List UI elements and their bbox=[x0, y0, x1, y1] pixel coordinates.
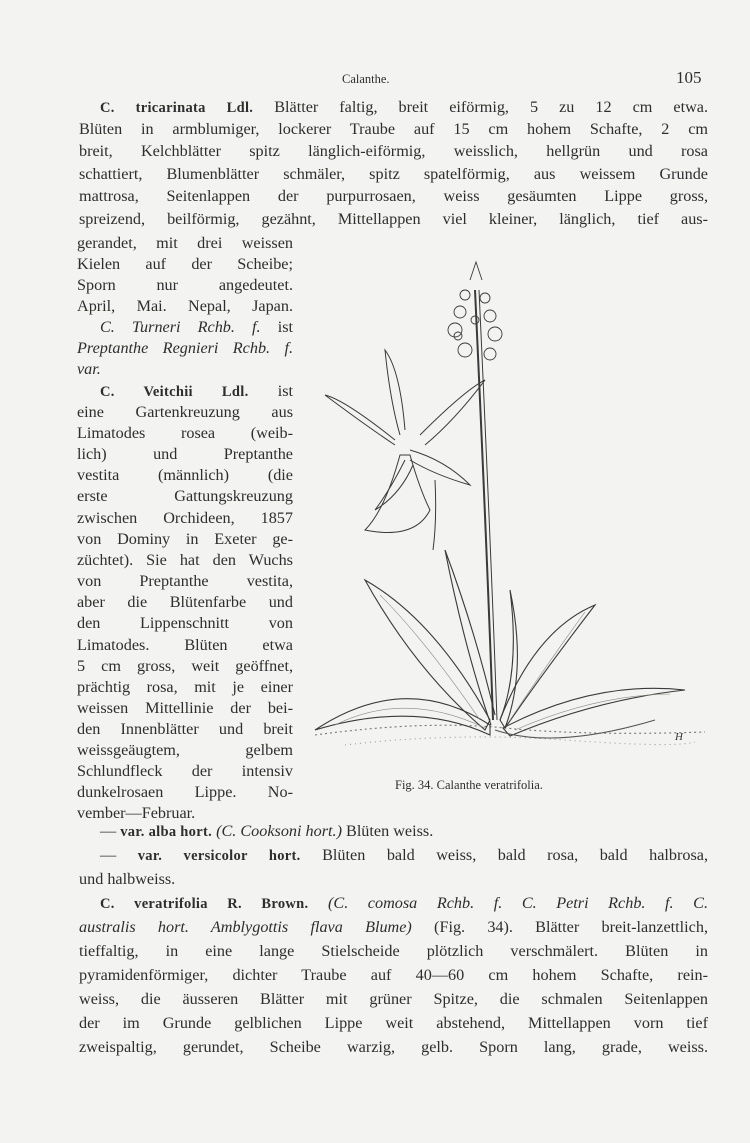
text-line: April, Mai. Nepal, Japan. bbox=[77, 297, 293, 315]
text-line: spreizend, beilförmig, gezähnt, Mittellappen viel kleiner, länglich, tief aus- bbox=[79, 210, 708, 228]
text-line: zwischen Orchideen, 1857 bbox=[77, 509, 293, 527]
text-line: vember—Februar. bbox=[77, 804, 196, 822]
artist-signature: H bbox=[675, 731, 683, 743]
text-line: der im Grunde gelblichen Lippe weit abstehend, Mittellappen vorn tief bbox=[79, 1014, 708, 1032]
text-line: pyramidenförmiger, dichter Traube auf 40—60 cm hohem Schafte, rein- bbox=[79, 966, 708, 984]
text: — bbox=[100, 846, 138, 864]
text-line: Limatodes rosea (weib- bbox=[77, 424, 293, 442]
text-line: Preptanthe Regnieri Rchb. f. bbox=[77, 339, 293, 357]
text-line: erste Gattungskreuzung bbox=[77, 487, 293, 505]
figure-caption: Fig. 34. Calanthe veratrifolia. bbox=[395, 778, 543, 792]
text: Blüten weiss. bbox=[341, 822, 434, 840]
text-line: dunkelrosaen Lippe. No- bbox=[77, 783, 293, 801]
text: (Fig. 34). Blätter breit-lanzettlich, bbox=[411, 918, 708, 936]
text-line bbox=[100, 381, 293, 402]
text-line: 5 cm gross, weit geöffnet, bbox=[77, 657, 293, 675]
species-name: C. Veitchii Ldl. bbox=[100, 384, 249, 400]
text-line: Schlundfleck der intensiv bbox=[77, 762, 293, 780]
text-line: mattrosa, Seitenlappen der purpurrosaen, weiss gesäumten Lippe gross, bbox=[79, 187, 708, 205]
text-line: eine Gartenkreuzung aus bbox=[77, 403, 293, 421]
text-line: weissen Mittellinie der bei- bbox=[77, 699, 293, 717]
text-line: von Dominy in Exeter ge- bbox=[77, 530, 293, 548]
text-line: weissgeäugtem, gelbem bbox=[77, 741, 293, 759]
text-line: Sporn nur angedeutet. bbox=[77, 276, 293, 294]
synonym: (C. comosa Rchb. f. C. Petri Rchb. f. C. bbox=[308, 894, 708, 912]
text-line: weiss, die äusseren Blätter mit grüner Spitze, die schmalen Seitenlappen bbox=[79, 990, 708, 1008]
text: — bbox=[100, 822, 121, 840]
text-line: Limatodes. Blüten etwa bbox=[77, 636, 293, 654]
text-line: den Innenblätter und breit bbox=[77, 720, 293, 738]
running-title: Calanthe. bbox=[342, 72, 390, 86]
text: ist bbox=[260, 318, 293, 336]
text-line: tieffaltig, in eine lange Stielscheide plötzlich verschmälert. Blüten in bbox=[79, 942, 708, 960]
text-line bbox=[79, 917, 708, 937]
text-line: aber die Blütenfarbe und bbox=[77, 593, 293, 611]
text: Blätter faltig, breit eiförmig, 5 zu 12 cm etwa. bbox=[253, 98, 708, 116]
species-name: C. tricarinata Ldl. bbox=[100, 100, 254, 116]
synonym: (C. Cooksoni hort.) bbox=[212, 822, 342, 840]
text-line: lich) und Preptanthe bbox=[77, 445, 293, 463]
text-line: gerandet, mit drei weissen bbox=[77, 234, 293, 252]
synonym: australis hort. Amblygottis flava Blume) bbox=[79, 918, 412, 936]
text-line: breit, Kelchblätter spitz länglich-eiförmig, weisslich, hellgrün und rosa bbox=[79, 142, 708, 160]
text-line: Blüten in armblumiger, lockerer Traube auf 15 cm hohem Schafte, 2 cm bbox=[79, 120, 708, 138]
orchid-illustration bbox=[305, 250, 715, 760]
text-line bbox=[100, 317, 293, 337]
text-line bbox=[100, 821, 708, 842]
text-line bbox=[100, 97, 708, 118]
variety-name: var. versicolor hort. bbox=[137, 848, 301, 864]
text-line: den Lippenschnitt von bbox=[77, 614, 293, 632]
text-line: prächtig rosa, mit je einer bbox=[77, 678, 293, 696]
text: Blüten bald weiss, bald rosa, bald halbrosa, bbox=[300, 846, 708, 864]
text: ist bbox=[248, 382, 294, 400]
text-line: von Preptanthe vestita, bbox=[77, 572, 293, 590]
text-line: zweispaltig, gerundet, Scheibe warzig, gelb. Sporn lang, grade, weiss. bbox=[79, 1038, 708, 1056]
text-line bbox=[100, 845, 708, 866]
page-number: 105 bbox=[676, 68, 702, 87]
species-name: C. veratrifolia R. Brown. bbox=[100, 896, 309, 912]
text-line: Kielen auf der Scheibe; bbox=[77, 255, 293, 273]
text-line: var. bbox=[77, 360, 101, 378]
text-line: und halbweiss. bbox=[79, 870, 176, 888]
text-line: vestita (männlich) (die bbox=[77, 466, 293, 484]
text-line: züchtet). Sie hat den Wuchs bbox=[77, 551, 293, 569]
variety-name: var. alba hort. bbox=[120, 824, 213, 840]
text-line bbox=[100, 893, 708, 914]
text-line: schattiert, Blumenblätter schmäler, spitz spatelförmig, aus weissem Grunde bbox=[79, 165, 708, 183]
species-name: C. Turneri Rchb. f. bbox=[100, 318, 261, 336]
